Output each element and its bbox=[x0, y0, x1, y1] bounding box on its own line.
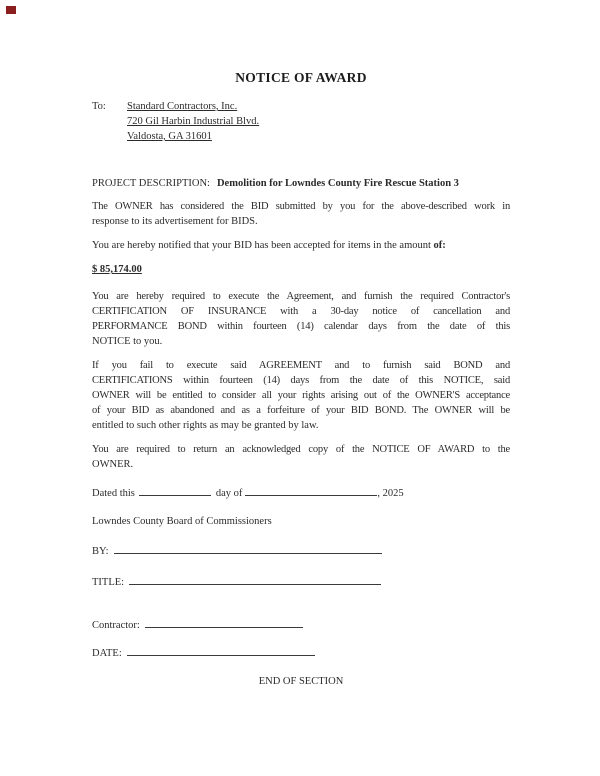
title-signature-row bbox=[92, 573, 510, 590]
doc-line: NOTICE to you. bbox=[92, 336, 163, 347]
recipient-label: To: bbox=[92, 101, 106, 112]
doc-line: response to its advertisement for BIDS. bbox=[92, 216, 258, 227]
paragraph-notified bbox=[92, 238, 510, 253]
paragraph-required bbox=[92, 289, 510, 349]
paragraph-failure bbox=[92, 358, 510, 433]
doc-line: If you fail to execute said AGREEMENT and to furnish said BOND and bbox=[92, 360, 510, 371]
day-blank bbox=[139, 484, 211, 496]
project-description-label: PROJECT DESCRIPTION: bbox=[92, 178, 210, 189]
title-signature-blank bbox=[129, 573, 381, 585]
date-label: DATE: bbox=[92, 648, 122, 659]
dated-prefix: Dated this bbox=[92, 488, 135, 499]
recipient-address bbox=[127, 99, 259, 144]
recipient-street-line: 720 Gil Harbin Industrial Blvd. bbox=[127, 116, 260, 127]
title-label: TITLE: bbox=[92, 577, 125, 588]
end-of-section-label: END OF SECTION bbox=[258, 676, 344, 687]
notified-text: You are hereby notified that your BID has been accepted for items in the amount bbox=[92, 240, 434, 251]
doc-line: of your BID as abandoned and as a forfeiture of your BID BOND. The OWNER will be bbox=[92, 405, 510, 416]
contractor-signature-blank bbox=[145, 616, 303, 628]
doc-line: You are required to return an acknowledged copy of the NOTICE OF AWARD to the bbox=[92, 444, 510, 455]
doc-line: OWNER. bbox=[92, 459, 134, 470]
recipient-name-line: Standard Contractors, Inc. bbox=[127, 101, 238, 112]
board-name: Lowndes County Board of Commissioners bbox=[92, 516, 272, 527]
doc-line: PERFORMANCE BOND within fourteen (14) calendar days from the date of this bbox=[92, 321, 510, 332]
bid-amount: $ 85,174.00 bbox=[92, 264, 142, 275]
doc-line: The OWNER has considered the BID submitted by you for the above-described work in bbox=[92, 201, 510, 212]
doc-line: entitled to such other rights as may be granted by law. bbox=[92, 420, 319, 431]
project-description-value: Demolition for Lowndes County Fire Rescue Station 3 bbox=[216, 178, 459, 189]
doc-line: CERTIFICATIONS within fourteen (14) days from the date of this NOTICE, said bbox=[92, 375, 510, 386]
doc-line: You are hereby required to execute the Agreement, and furnish the required Contractor's bbox=[92, 291, 510, 302]
date-signature-row bbox=[92, 644, 510, 661]
dated-suffix: , 2025 bbox=[377, 488, 404, 499]
month-blank bbox=[245, 484, 377, 496]
date-signature-blank bbox=[127, 644, 315, 656]
dated-middle: day of bbox=[215, 488, 243, 499]
by-signature-row bbox=[92, 542, 510, 559]
contractor-label: Contractor: bbox=[92, 620, 140, 631]
contractor-signature-row bbox=[92, 616, 510, 633]
project-description-line bbox=[92, 176, 510, 191]
doc-line: OWNER will be entitled to consider all your rights arising out of the OWNER'S acceptance bbox=[92, 390, 510, 401]
paragraph-return-copy bbox=[92, 442, 510, 472]
by-signature-blank bbox=[114, 542, 382, 554]
dated-line bbox=[92, 484, 510, 501]
by-label: BY: bbox=[92, 546, 109, 557]
page-title: NOTICE OF AWARD bbox=[235, 70, 367, 85]
paragraph-considered bbox=[92, 199, 510, 229]
recipient-city-line: Valdosta, GA 31601 bbox=[127, 131, 212, 142]
notified-bold-suffix: of: bbox=[433, 240, 446, 251]
recipient-block bbox=[92, 99, 510, 144]
doc-line: CERTIFICATION OF INSURANCE with a 30-day notice of cancellation and bbox=[92, 306, 510, 317]
